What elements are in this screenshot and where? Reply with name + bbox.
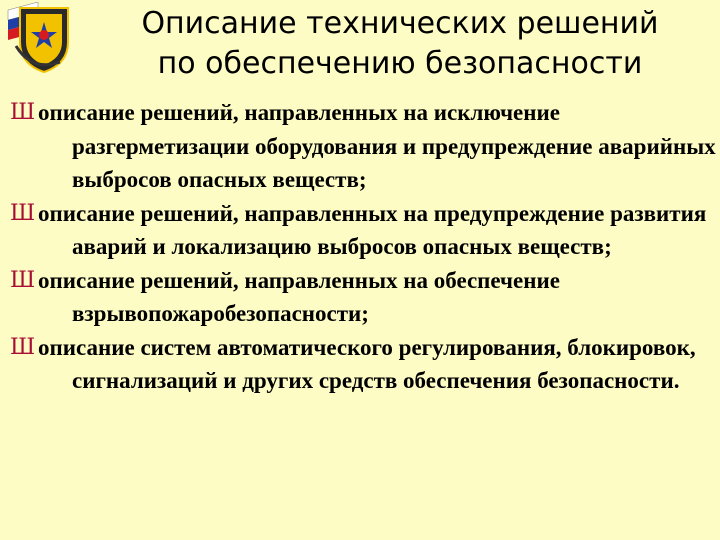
bullet-text: описание решений, направленных на обеспечение взрывопожаробезопасности;: [38, 267, 560, 326]
slide-title-line: Описание технических решений: [141, 6, 659, 41]
bullet-marker: Ш: [10, 100, 36, 125]
bullet-text: описание решений, направленных на предупреждение развития аварий и локализацию выбросов опасных веществ;: [38, 200, 707, 259]
bullet-item: [10, 197, 716, 264]
bullet-marker: Ш: [10, 200, 36, 226]
slide-title-line: по обеспечению безопасности: [157, 46, 643, 81]
bullet-text: описание систем автоматического регулирования, блокировок, сигнализаций и других средств обеспечения безопасности.: [38, 334, 696, 393]
bullet-list: [10, 96, 716, 398]
bullet-item: [10, 96, 716, 197]
bullet-item: [10, 264, 716, 331]
bullet-marker: Ш: [10, 267, 36, 293]
bullet-text: описание решений, направленных на исключение разгерметизации оборудования и предупреждение аварийных выбросов опасных веществ;: [38, 100, 716, 192]
emergency-ministry-emblem-icon: [2, 2, 74, 74]
bullet-item: [10, 331, 716, 398]
slide-title: [80, 4, 720, 84]
bullet-marker: Ш: [10, 334, 36, 360]
